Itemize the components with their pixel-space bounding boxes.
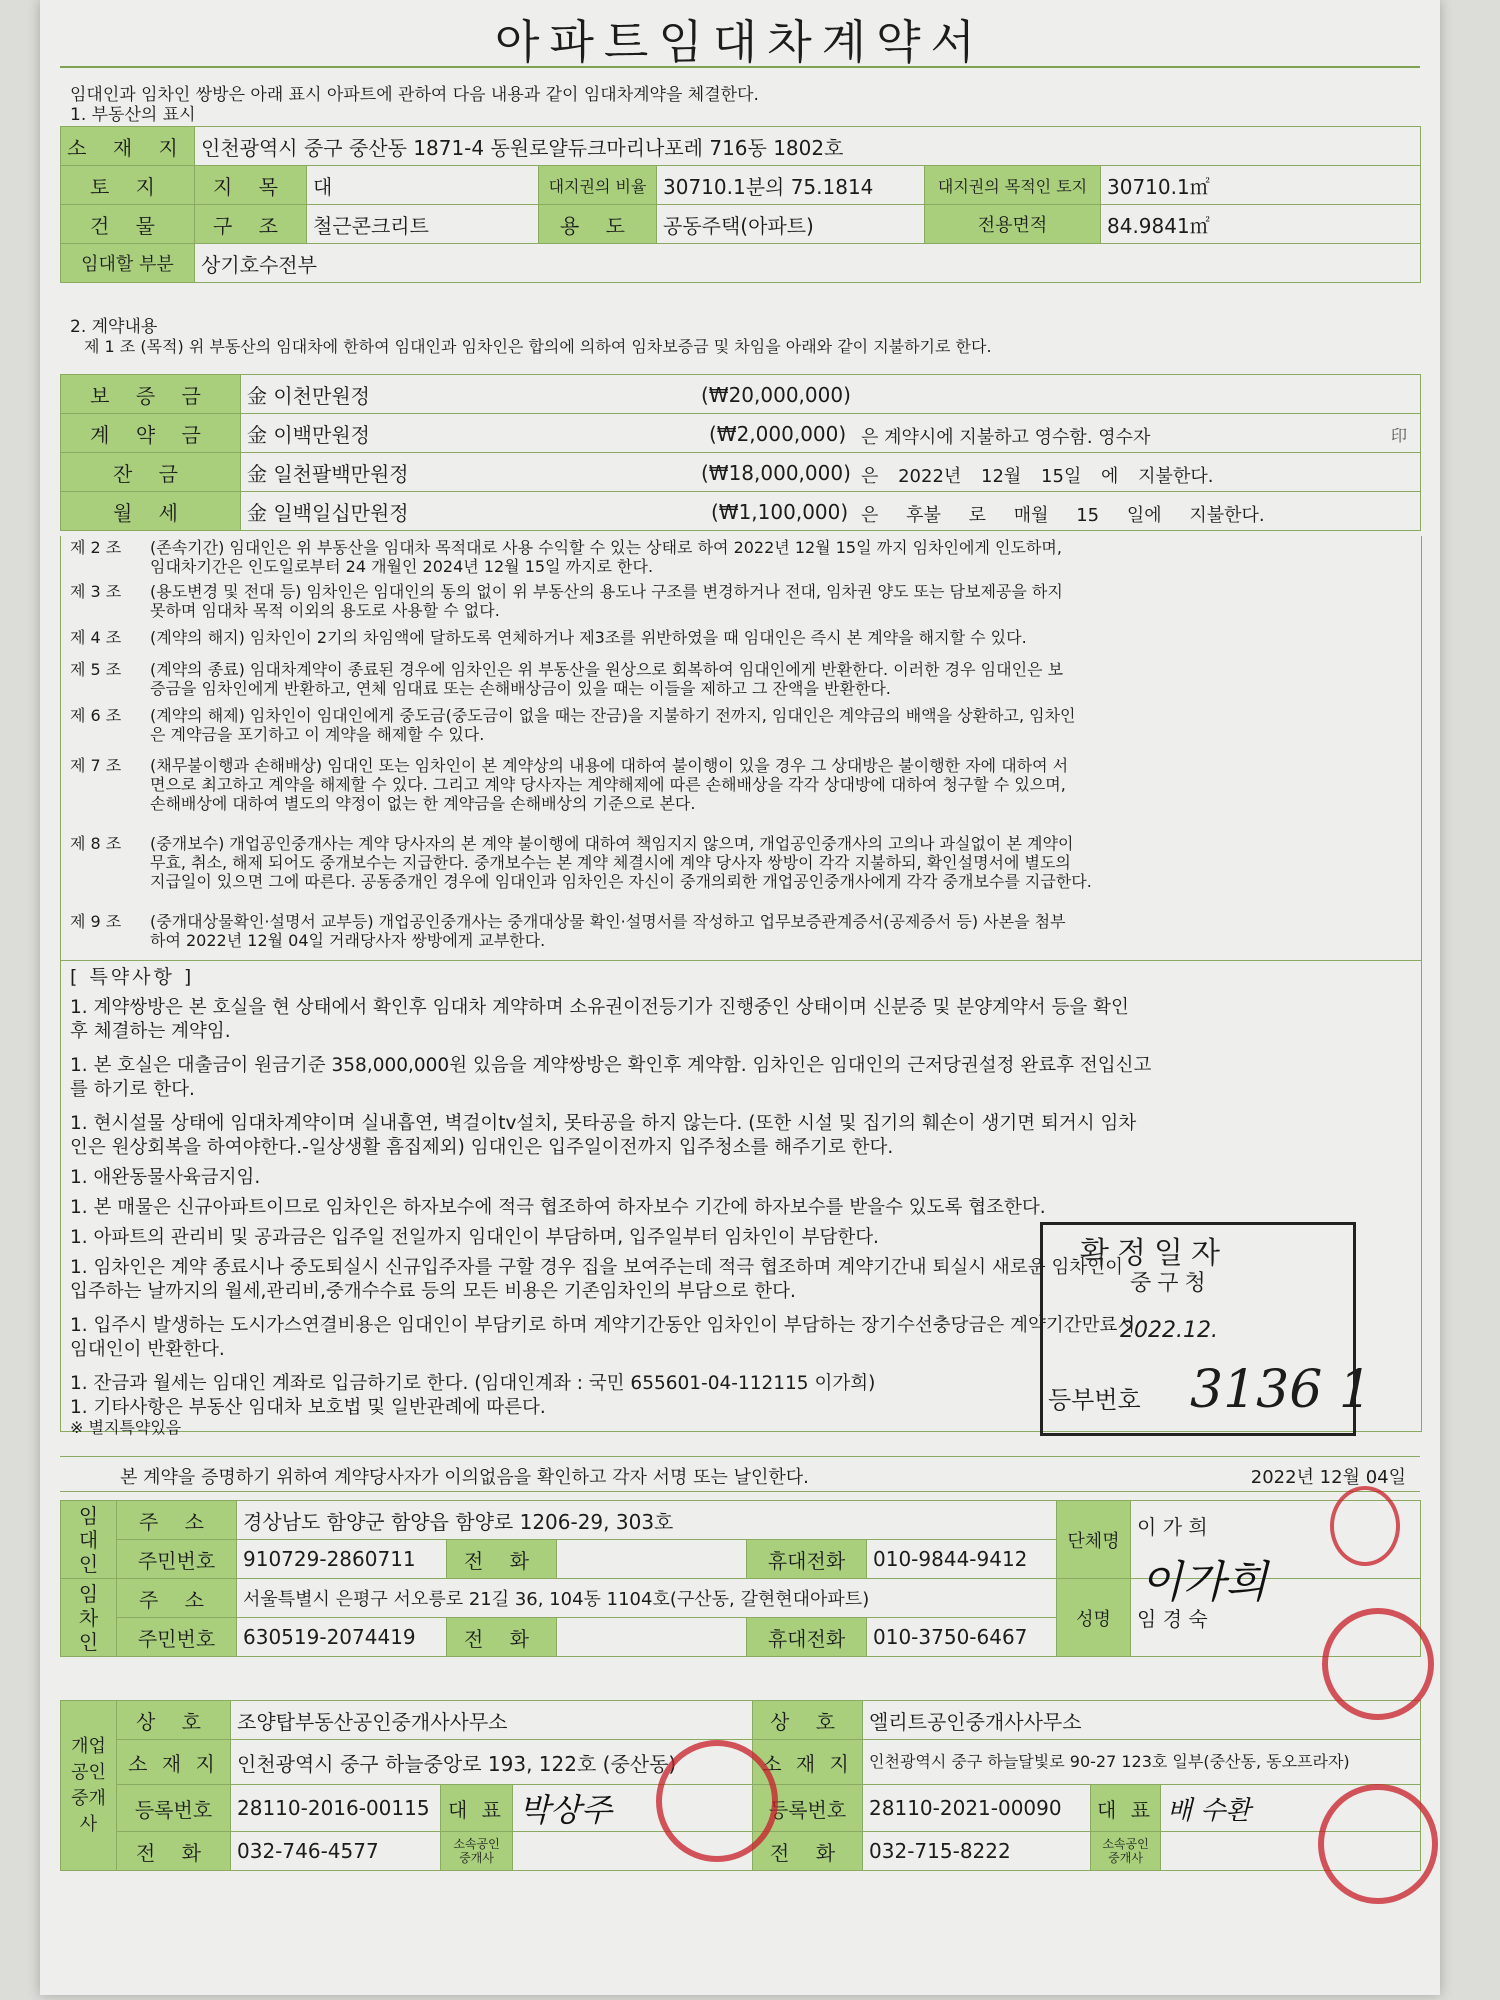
monthly-rent-amount-text: 金 일백일십만원정 xyxy=(247,500,409,525)
left-tel-label: 전 화 xyxy=(117,1832,231,1871)
use-value: 공동주택(아파트) xyxy=(657,205,925,244)
right-addr-label: 소 재 지 xyxy=(753,1740,863,1785)
article-line: 증금을 임차인에게 반환하고, 연체 임대료 또는 손해배상금이 있을 때는 이들을 제하고 그 잔액을 반환한다. xyxy=(150,679,891,698)
left-rep-label: 대 표 xyxy=(441,1785,513,1832)
lessor-seal-icon xyxy=(1330,1486,1400,1566)
down-payment-amount-num: (₩2,000,000) xyxy=(709,422,847,446)
lessee-id-label: 주민번호 xyxy=(117,1618,237,1657)
left-reg-label: 등록번호 xyxy=(117,1785,231,1832)
right-addr: 인천광역시 중구 하늘달빛로 90-27 123호 일부(중산동, 동오프라자) xyxy=(863,1740,1421,1785)
article-line: 무효, 취소, 해제 되어도 중개보수는 지급한다. 중개보수는 본 계약 체결시에 계약 당사자 쌍방이 각각 지불하되, 확인설명서에 별도의 xyxy=(150,853,1071,872)
lessee-addr-label: 주 소 xyxy=(117,1579,237,1618)
broker-side-text: 개업공인중개사 xyxy=(71,1735,106,1835)
monthly-rent-note: 은 후불 로 매월 15 일에 지불한다. xyxy=(861,505,1265,526)
article-2 xyxy=(70,538,1062,576)
article-8 xyxy=(70,834,1092,891)
certification-text: 본 계약을 증명하기 위하여 계약당사자가 이의없음을 확인하고 각자 서명 또는 날인한다. xyxy=(120,1467,809,1488)
land-right-ratio-label: 대지권의 비율 xyxy=(539,166,657,205)
special-term-line: 를 하기로 한다. xyxy=(70,1079,195,1100)
document-title: 아파트임대차계약서 xyxy=(495,15,985,69)
special-term-line: 1. 잔금과 월세는 임대인 계좌로 입금하기로 한다. (임대인계좌 : 국민 655601-04-112115 이가희) xyxy=(70,1373,876,1394)
lessee-tel-label: 전 화 xyxy=(447,1618,557,1657)
lessor-id: 910729-2860711 xyxy=(237,1540,447,1579)
special-term-line: 1. 입주시 발생하는 도시가스연결비용은 임대인이 부담키로 하며 계약기간동안 임차인이 부담하는 장기수선충당금은 계약기간만료시 xyxy=(70,1315,1136,1336)
article-line: 은 계약금을 포기하고 이 계약을 해제할 수 있다. xyxy=(150,725,485,744)
lessee-addr: 서울특별시 은평구 서오릉로 21길 36, 104동 1104호(구산동, 갈현현대아파트) xyxy=(237,1579,1057,1618)
stamp-reg-label: 등부번호 xyxy=(1048,1386,1141,1414)
article-line: (채무불이행과 손해배상) 임대인 또는 임차인이 본 계약상의 내용에 대하여 불이행이 있을 경우 그 상대방은 불이행한 자에 대하여 서 xyxy=(150,756,1069,775)
stamp-title: 확정일자 xyxy=(1080,1236,1228,1271)
down-payment-label: 계 약 금 xyxy=(61,414,241,453)
monthly-rent-label: 월 세 xyxy=(61,492,241,531)
title-divider xyxy=(60,66,1420,68)
stamp-office: 중구청 xyxy=(1130,1271,1212,1296)
article-number: 제 4 조 xyxy=(70,628,122,647)
lessee-seal-icon xyxy=(1322,1608,1434,1720)
lessor-mobile: 010-9844-9412 xyxy=(867,1540,1057,1579)
section1-heading: 1. 부동산의 표시 xyxy=(70,105,196,125)
deposit-label: 보 증 금 xyxy=(61,375,241,414)
article-number: 제 5 조 xyxy=(70,660,122,679)
special-term-line: 1. 임차인은 계약 종료시나 중도퇴실시 신규입주자를 구할 경우 집을 보여주는데 적극 협조하며 계약기간내 퇴실시 새로운 임차인이 xyxy=(70,1257,1124,1278)
structure-label: 구 조 xyxy=(195,205,307,244)
intro-text: 임대인과 임차인 쌍방은 아래 표시 아파트에 관하여 다음 내용과 같이 임대차계약을 체결한다. xyxy=(70,85,759,105)
category-label: 지 목 xyxy=(195,166,307,205)
article-9 xyxy=(70,912,1066,950)
land-right-type-label: 대지권의 목적인 토지 xyxy=(925,166,1101,205)
lessee-side-label xyxy=(61,1579,117,1657)
receipt-seal-mark: 印 xyxy=(1391,426,1408,445)
article-5 xyxy=(70,660,1064,698)
special-term-line: 1. 애완동물사육금지임. xyxy=(70,1167,261,1188)
left-rep-signature: 박상주 xyxy=(519,1791,612,1829)
down-payment-note: 은 계약시에 지불하고 영수함. 영수자 xyxy=(861,427,1151,448)
right-reg-label: 등록번호 xyxy=(753,1785,863,1832)
left-reg: 28110-2016-00115 xyxy=(231,1785,441,1832)
lease-part-value: 상기호수전부 xyxy=(195,244,1421,283)
lessor-tel xyxy=(557,1540,747,1579)
right-tel-label: 전 화 xyxy=(753,1832,863,1871)
special-terms-heading: [ 특약사항 ] xyxy=(70,966,195,988)
lessor-addr: 경상남도 함양군 함양읍 함양로 1206-29, 303호 xyxy=(237,1501,1057,1540)
article-number: 제 6 조 xyxy=(70,706,122,725)
right-rep-label: 대 표 xyxy=(1091,1785,1161,1832)
land-right-ratio-value: 30710.1분의 75.1814 xyxy=(657,166,925,205)
location-value: 인천광역시 중구 중산동 1871-4 동원로얄듀크마리나포레 716동 1802호 xyxy=(195,127,1421,166)
special-term-line: 1. 계약쌍방은 본 호실을 현 상태에서 확인후 임대차 계약하며 소유권이전등기가 진행중인 상태이며 신분증 및 분양계약서 등을 확인 xyxy=(70,997,1129,1018)
left-firm: 조양탑부동산공인중개사사무소 xyxy=(231,1701,753,1740)
left-addr-label: 소 재 지 xyxy=(117,1740,231,1785)
article-3 xyxy=(70,582,1063,620)
location-label: 소 재 지 xyxy=(61,127,195,166)
right-tel: 032-715-8222 xyxy=(863,1832,1091,1871)
article-line: (중개대상물확인·설명서 교부등) 개업공인중개사는 중개대상물 확인·설명서를 작성하고 업무보증관계증서(공제증서 등) 사본을 첨부 xyxy=(150,912,1066,931)
article-number: 제 3 조 xyxy=(70,582,122,601)
lessee-mobile: 010-3750-6467 xyxy=(867,1618,1057,1657)
lessor-name: 이 가 희 xyxy=(1137,1515,1208,1539)
land-label: 토 지 xyxy=(61,166,195,205)
lessee-name: 임 경 숙 xyxy=(1131,1579,1421,1657)
lessee-id: 630519-2074419 xyxy=(237,1618,447,1657)
deposit-amount-text: 金 이천만원정 xyxy=(247,383,370,408)
special-term-line: 임대인이 반환한다. xyxy=(70,1339,225,1360)
special-term-line: 후 체결하는 계약임. xyxy=(70,1021,231,1042)
deposit-amount-num: (₩20,000,000) xyxy=(701,383,851,407)
article-line: (존속기간) 임대인은 위 부동산을 임대차 목적대로 사용 수익할 수 있는 상태로 하여 2022년 12월 15일 까지 임차인에게 인도하며, xyxy=(150,538,1062,557)
special-term-line: 1. 본 호실은 대출금이 원금기준 358,000,000원 있음을 계약쌍방은 확인후 계약함. 임차인은 임대인의 근저당권설정 완료후 전입신고 xyxy=(70,1055,1152,1076)
structure-value: 철근콘크리트 xyxy=(307,205,539,244)
lessor-tel-label: 전 화 xyxy=(447,1540,557,1579)
left-addr: 인천광역시 중구 하늘중앙로 193, 122호 (중산동) xyxy=(231,1740,753,1785)
lessee-side-text: 임차인 xyxy=(78,1581,99,1654)
right-assoc-label: 소속공인 중개사 xyxy=(1091,1832,1161,1871)
article-line: (계약의 해제) 임차인이 임대인에게 중도금(중도금이 없을 때는 잔금)을 지불하기 전까지, 임대인은 계약금의 배액을 상환하고, 임차인 xyxy=(150,706,1076,725)
section2-heading: 2. 계약내용 xyxy=(70,317,158,337)
right-firm: 엘리트공인중개사사무소 xyxy=(863,1701,1421,1740)
article-number: 제 9 조 xyxy=(70,912,122,931)
lessee-mobile-label: 휴대전화 xyxy=(747,1618,867,1657)
stamp-reg-number: 3136 1 xyxy=(1190,1360,1372,1420)
left-broker-seal-icon xyxy=(656,1740,778,1862)
payment-row xyxy=(61,492,1421,531)
special-term-line: 1. 본 매물은 신규아파트이므로 임차인은 하자보수에 적극 협조하여 하자보수 기간에 하자보수를 받을수 있도록 협조한다. xyxy=(70,1197,1046,1218)
lessee-name-label: 성명 xyxy=(1057,1579,1131,1657)
use-label: 용 도 xyxy=(539,205,657,244)
lessor-id-label: 주민번호 xyxy=(117,1540,237,1579)
article-number: 제 7 조 xyxy=(70,756,122,775)
payment-table xyxy=(60,374,1421,531)
payment-row xyxy=(61,375,1421,414)
payment-row xyxy=(61,414,1421,453)
article-1: 제 1 조 (목적) 위 부동산의 임대차에 한하여 임대인과 임차인은 합의에 의하여 임차보증금 및 차임을 아래와 같이 지불하기로 한다. xyxy=(84,337,992,356)
article-line: 못하며 임대차 목적 이외의 용도로 사용할 수 없다. xyxy=(150,601,500,620)
special-term-line: 1. 아파트의 관리비 및 공과금은 입주일 전일까지 임대인이 부담하며, 입주일부터 임차인이 부담한다. xyxy=(70,1227,879,1248)
building-label: 건 물 xyxy=(61,205,195,244)
lease-part-label: 임대할 부분 xyxy=(61,244,195,283)
special-term-line: 입주하는 날까지의 월세,관리비,중개수수료 등의 모든 비용은 기존임차인의 부담으로 한다. xyxy=(70,1281,796,1302)
lessor-mobile-label: 휴대전화 xyxy=(747,1540,867,1579)
article-line: (용도변경 및 전대 등) 임차인은 임대인의 동의 없이 위 부동산의 용도나 구조를 변경하거나 전대, 임차권 양도 또는 담보제공을 하지 xyxy=(150,582,1063,601)
monthly-rent-amount-num: (₩1,100,000) xyxy=(711,500,849,524)
contract-date: 2022년 12월 04일 xyxy=(1250,1467,1406,1488)
lessor-addr-label: 주 소 xyxy=(117,1501,237,1540)
article-line: 하여 2022년 12월 04일 거래당사자 쌍방에게 교부한다. xyxy=(150,931,546,950)
category-value: 대 xyxy=(307,166,539,205)
article-number: 제 2 조 xyxy=(70,538,122,557)
down-payment-amount-text: 金 이백만원정 xyxy=(247,422,370,447)
article-line: 면으로 최고하고 계약을 해제할 수 있다. 그리고 계약 당사자는 계약해제에 따른 손해배상을 각각 상대방에 대하여 청구할 수 있으며, xyxy=(150,775,1066,794)
article-line: 지급일이 있으면 그에 따른다. 공동중개인 경우에 임대인과 임차인은 자신이 중개의뢰한 개업공인중개사에게 각각 중개보수를 지급한다. xyxy=(150,872,1092,891)
property-table xyxy=(60,126,1421,283)
left-firm-label: 상 호 xyxy=(117,1701,231,1740)
lessor-signature: 이가희 xyxy=(1140,1557,1268,1608)
article-line: (중개보수) 개업공인중개사는 계약 당사자의 본 계약 불이행에 대하여 책임지지 않으며, 개업공인중개사의 고의나 과실없이 본 계약이 xyxy=(150,834,1074,853)
article-7 xyxy=(70,756,1069,813)
payment-row xyxy=(61,453,1421,492)
article-6 xyxy=(70,706,1076,744)
stamp-date: 2022.12. xyxy=(1120,1318,1218,1343)
balance-label: 잔 금 xyxy=(61,453,241,492)
right-broker-seal-icon xyxy=(1318,1784,1438,1904)
exclusive-area-value: 84.9841㎡ xyxy=(1101,205,1421,244)
right-reg: 28110-2021-00090 xyxy=(863,1785,1091,1832)
article-line: 임대차기간은 인도일로부터 24 개월인 2024년 12월 15일 까지로 한다. xyxy=(150,557,654,576)
lessor-name-label: 단체명 xyxy=(1057,1501,1131,1579)
lessor-side-text: 임대인 xyxy=(78,1503,99,1576)
left-assoc-label: 소속공인 중개사 xyxy=(441,1832,513,1871)
article-line: 손해배상에 대하여 별도의 약정이 없는 한 계약금을 손해배상의 기준으로 본다. xyxy=(150,794,696,813)
balance-amount-num: (₩18,000,000) xyxy=(701,461,851,485)
lessor-side-label xyxy=(61,1501,117,1579)
balance-amount-text: 金 일천팔백만원정 xyxy=(247,461,409,486)
balance-note: 은 2022년 12월 15일 에 지불한다. xyxy=(861,466,1214,487)
right-firm-label: 상 호 xyxy=(753,1701,863,1740)
article-line: (계약의 해지) 임차인이 2기의 차임액에 달하도록 연체하거나 제3조를 위반하였을 때 임대인은 즉시 본 계약을 해지할 수 있다. xyxy=(150,628,1027,647)
left-tel: 032-746-4577 xyxy=(231,1832,441,1871)
article-line: (계약의 종료) 임대차계약이 종료된 경우에 임차인은 위 부동산을 원상으로 회복하여 임대인에게 반환한다. 이러한 경우 임대인은 보 xyxy=(150,660,1064,679)
special-term-line: 인은 원상회복을 하여야한다.-일상생활 흠집제외) 임대인은 입주일이전까지 입주청소를 해주기로 한다. xyxy=(70,1137,894,1158)
special-term-line: 1. 기타사항은 부동산 임대차 보호법 및 일반관례에 따른다. xyxy=(70,1397,546,1418)
special-extra-note: ※ 별지특약있음 xyxy=(70,1418,182,1437)
special-term-line: 1. 현시설물 상태에 임대차계약이며 실내흡연, 벽걸이tv설치, 못타공을 하지 않는다. (또한 시설 및 집기의 훼손이 생기면 퇴거시 임차 xyxy=(70,1113,1137,1134)
article-number: 제 8 조 xyxy=(70,834,122,853)
contract-sheet xyxy=(40,0,1440,1995)
broker-side-label xyxy=(61,1701,117,1871)
article-4 xyxy=(70,628,1027,647)
right-rep-signature: 배 수환 xyxy=(1167,1795,1251,1826)
certification-row xyxy=(60,1456,1420,1492)
exclusive-area-label: 전용면적 xyxy=(925,205,1101,244)
land-right-area-value: 30710.1㎡ xyxy=(1101,166,1421,205)
lessee-tel xyxy=(557,1618,747,1657)
